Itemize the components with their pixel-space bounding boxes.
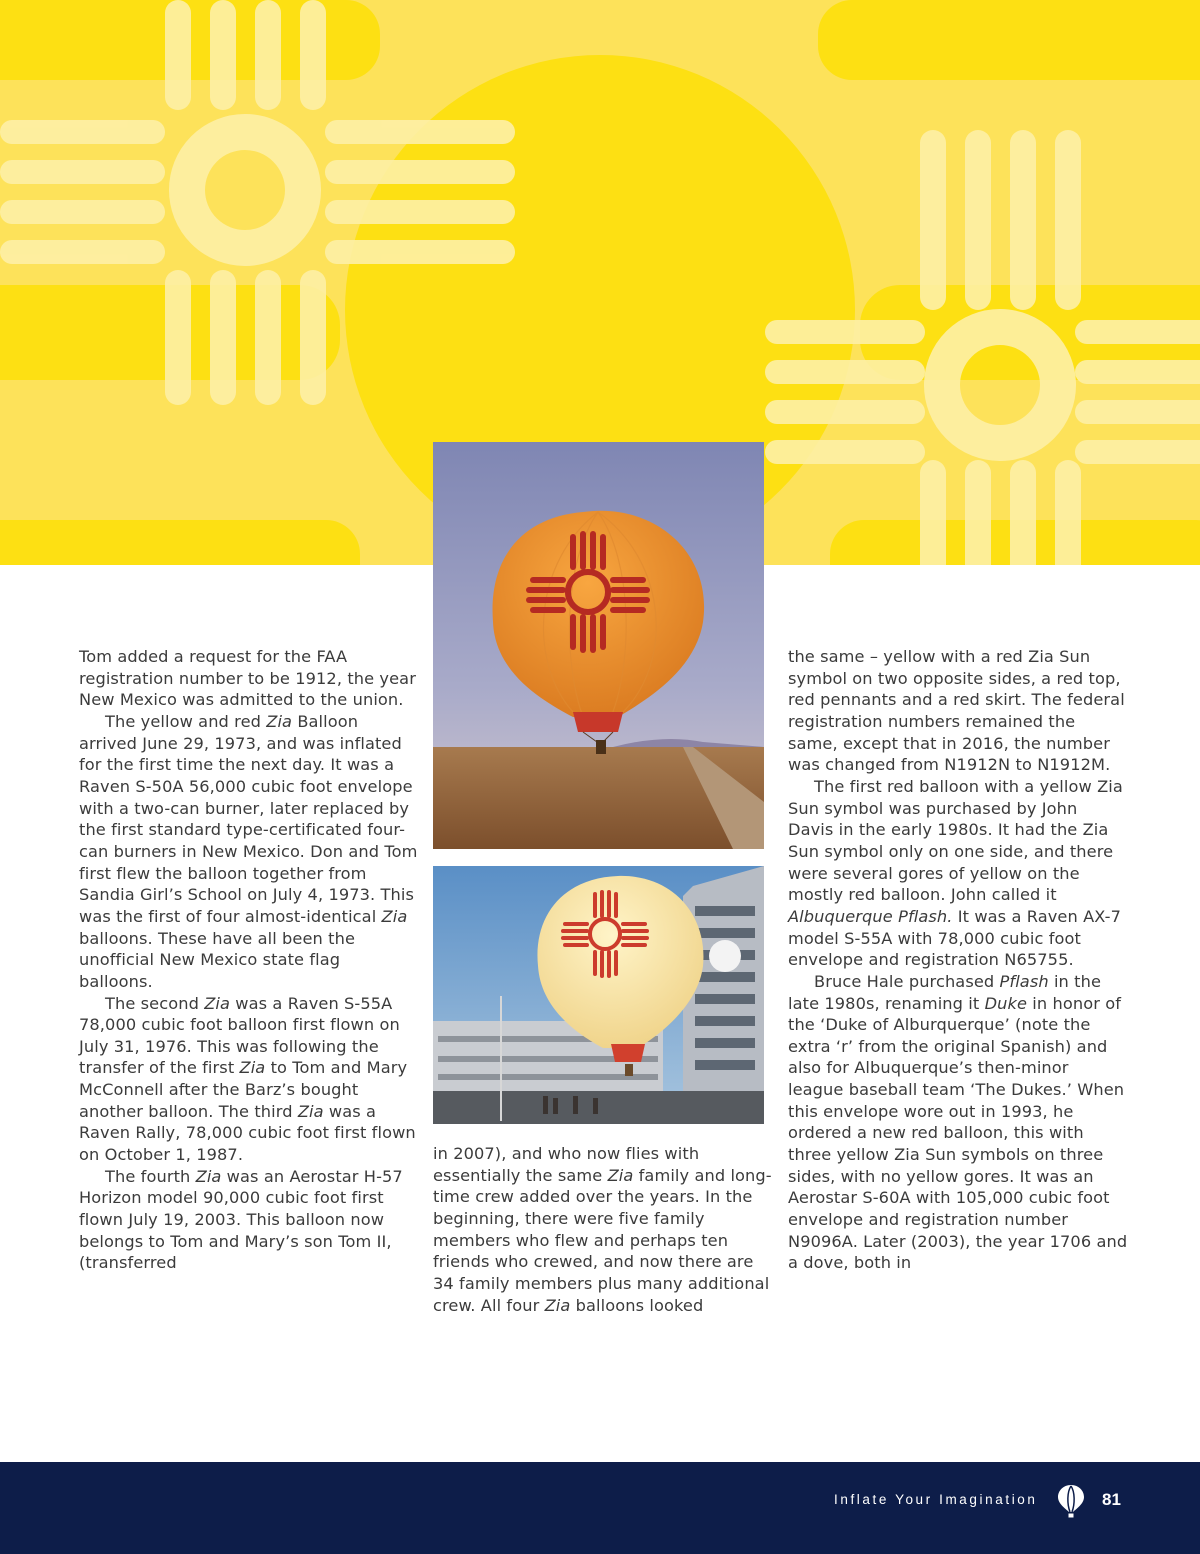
paragraph: in 2007), and who now flies with essentially the same Zia family and long-time crew added over the years. In the beginning, there were five family members who flew and perhaps ten friends who crewed, and now there are 34 family members plus many additional crew. All four Zia balloons looked: [433, 1144, 772, 1315]
text-column-1: [79, 646, 419, 1274]
paragraph: the same – yellow with a red Zia Sun symbol on two opposite sides, a red top, red pennants and a red skirt. The federal registration numbers remained the same, except that in 2016, the number was changed from N1912N to N1912M.: [788, 647, 1125, 775]
footer-tagline: Inflate Your Imagination: [834, 1492, 1038, 1507]
paragraph: The fourth Zia was an Aerostar H-57 Horizon model 90,000 cubic foot first flown July 19, 2003. This balloon now belongs to Tom and Mary’s son Tom II, (transferred: [79, 1166, 403, 1273]
text-column-3: [788, 646, 1128, 1274]
footer-bar: [0, 1462, 1200, 1554]
text-column-2: [433, 1143, 773, 1316]
balloon-building-photo: [433, 866, 764, 1124]
paragraph: Tom added a request for the FAA registration number to be 1912, the year New Mexico was admitted to the union.: [79, 647, 416, 710]
paragraph: Bruce Hale purchased Pflash in the late 1980s, renaming it Duke in honor of the ‘Duke of Alburquerque’ (note the extra ‘r’ from the original Spanish) and also for Albuquerque’s then-minor league baseball team ‘The Dukes.’ When this envelope wore out in 1993, he ordered a new red balloon, this with three yellow Zia Sun symbols on three sides, with no yellow gores. It was an Aerostar S-60A with 105,000 cubic foot envelope and registration number N9096A. Later (2003), the year 1706 and a dove, both in: [788, 971, 1128, 1273]
balloon-logo-icon: [1057, 1484, 1085, 1518]
paragraph: The second Zia was a Raven S-55A 78,000 cubic foot balloon first flown on July 31, 1976. This was following the transfer of the first Zia to Tom and Mary McConnell after the Barz’s bought another balloon. The third Zia was a Raven Rally, 78,000 cubic foot first flown on October 1, 1987.: [79, 993, 416, 1165]
balloon-desert-photo: [433, 442, 764, 849]
paragraph: The first red balloon with a yellow Zia Sun symbol was purchased by John Davis in the early 1980s. It had the Zia Sun symbol only on one side, and there were several gores of yellow on the mostly red balloon. John called it Albuquerque Pflash. It was a Raven AX-7 model S-55A with 78,000 cubic foot envelope and registration N65755.: [788, 776, 1123, 970]
paragraph: The yellow and red Zia Balloon arrived June 29, 1973, and was inflated for the first time the next day. It was a Raven S-50A 56,000 cubic foot envelope with a two-can burner, later replaced by the first standard type-certificated four-can burners in New Mexico. Don and Tom first flew the balloon together from Sandia Girl’s School on July 4, 1973. This was the first of four almost-identical Zia balloons. These have all been the unofficial New Mexico state flag balloons.: [79, 711, 418, 991]
page-number: 81: [1102, 1490, 1121, 1509]
